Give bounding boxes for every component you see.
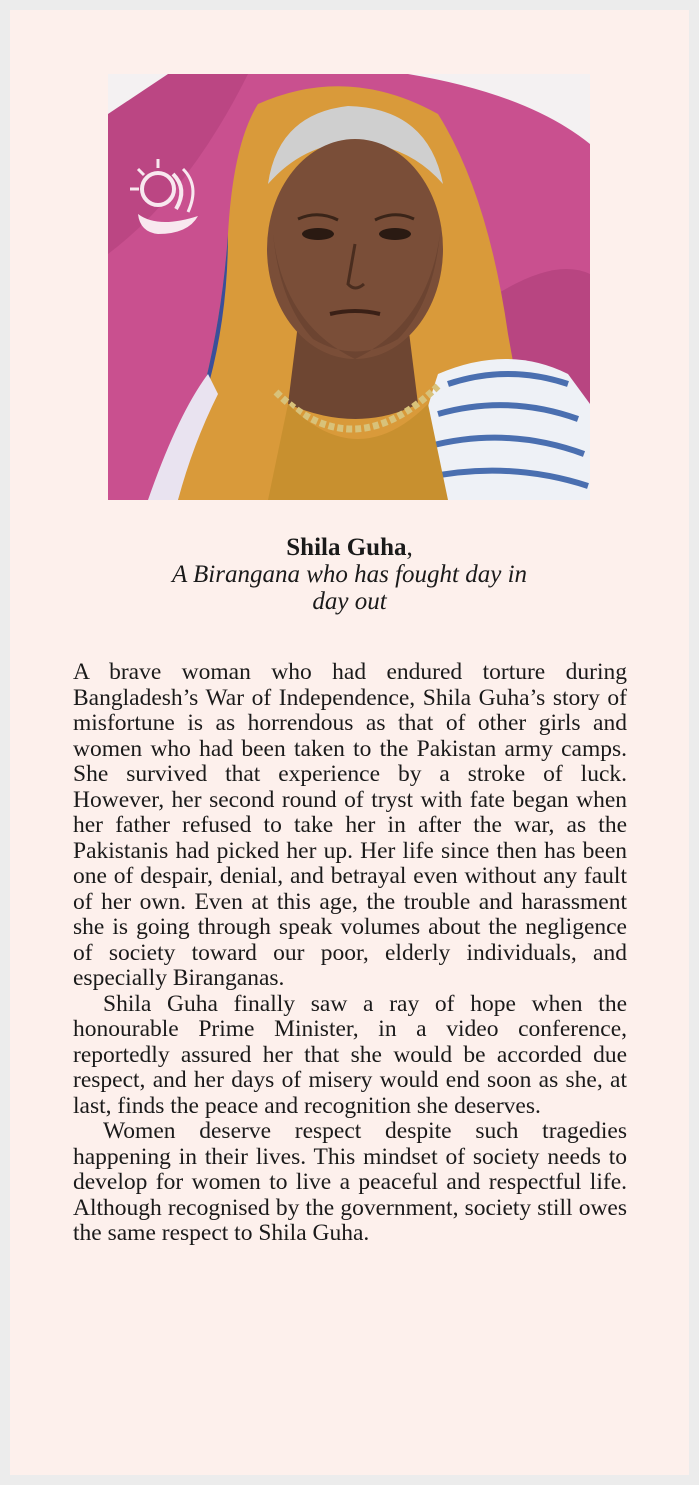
photo-caption bbox=[10, 534, 689, 615]
portrait-illustration bbox=[108, 74, 590, 500]
article-paragraph-1: A brave woman who had endured torture during Bangladesh’s War of Independence, Shila Guha’s story of misfortune is as horrendous as that of other girls and women who had been taken to the Pakistan army camps. She survived that experience by a stroke of luck. However, her second round of tryst with fate began when her father refused to take her in after the war, as the Pakistanis had picked her up. Her life since then has been one of despair, denial, and betrayal even without any fault of her own. Even at this age, the trouble and harassment she is going through speak volumes about the negligence of society toward our poor, elderly individuals, and especially Biranganas. bbox=[73, 659, 627, 991]
article-paragraph-2: Shila Guha finally saw a ray of hope when the honourable Prime Minister, in a video conference, reportedly assured her that she would be accorded due respect, and her days of misery would end soon as she, at last, finds the peace and recognition she deserves. bbox=[73, 990, 627, 1119]
caption-name: Shila Guha bbox=[286, 534, 407, 561]
article-body bbox=[73, 660, 627, 1247]
caption-separator: , bbox=[406, 534, 413, 561]
article-card bbox=[10, 10, 689, 1475]
portrait-photo bbox=[108, 74, 590, 500]
article-paragraph-3: Women deserve respect despite such tragedies happening in their lives. This mindset of society needs to develop for women to live a peaceful and respectful life. Although recognised by the government, society still owes the same respect to Shila Guha. bbox=[73, 1118, 627, 1246]
caption-subtitle: A Birangana who has fought day in day out bbox=[171, 561, 528, 615]
